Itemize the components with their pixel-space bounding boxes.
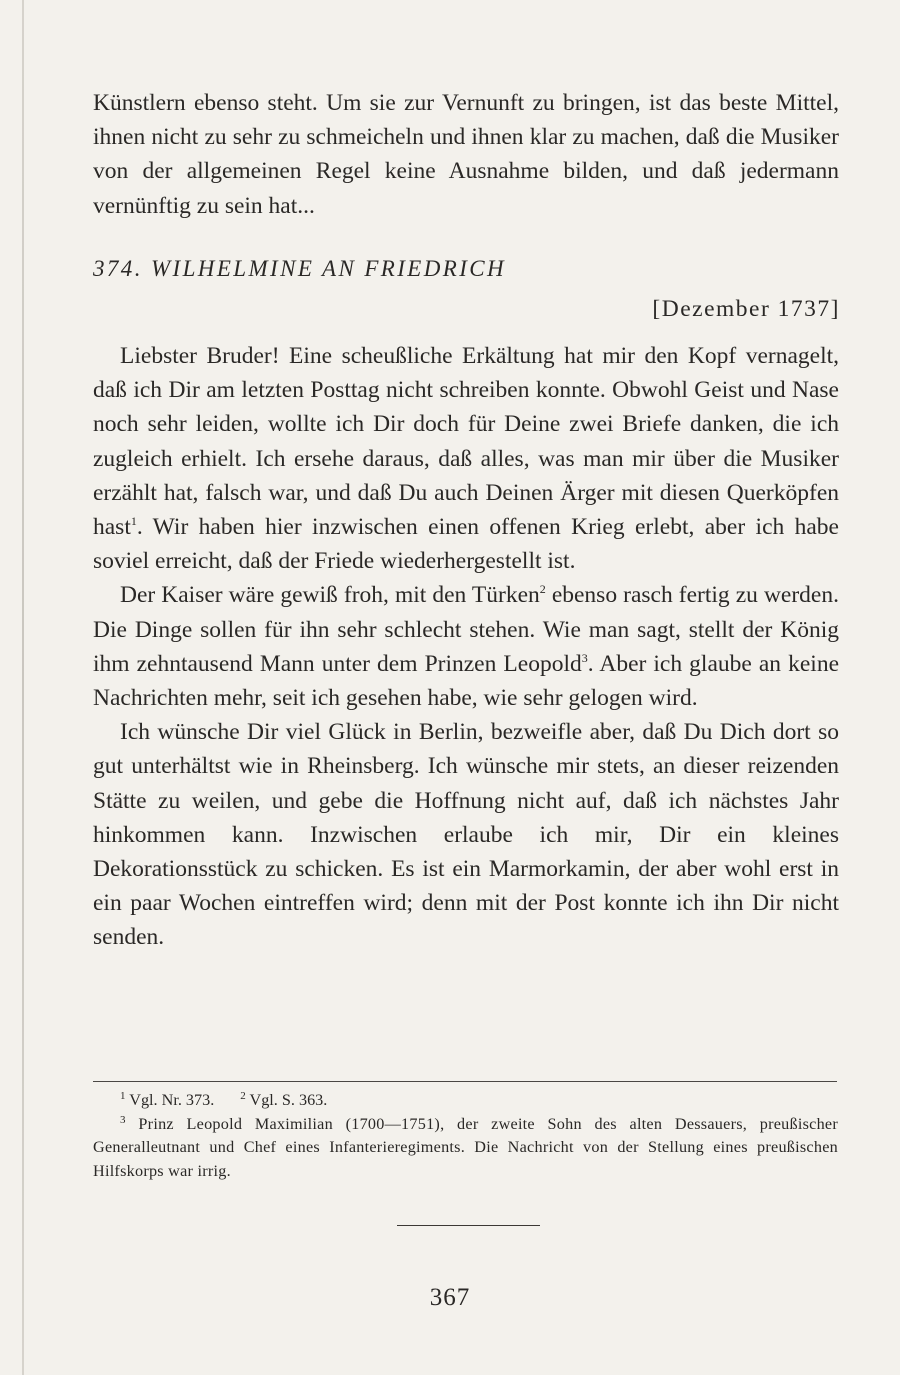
footnote-rule: [93, 1081, 837, 1082]
letter-paragraph-3: Ich wünsche Dir viel Glück in Berlin, bezweifle aber, daß Du Dich dort so gut unterhältst wie in Rheinsberg. Ich wünsche mir stets, an dieser reizenden Stätte zu weilen, und gebe die Hoffnung nicht auf, daß ich nächstes Jahr hinkommen kann. Inzwischen erlaube ich mir, Dir ein kleines Dekorationsstück zu schicken. Es ist ein Marmorkamin, der aber wohl erst in ein paar Wochen eintreffen wird; denn mit der Post konnte ich ihn Dir nicht senden.: [93, 719, 839, 951]
intro-text: [93, 86, 839, 223]
footnotes: [93, 1089, 838, 1183]
footnote-ref-1: 1: [130, 514, 137, 529]
footnote-3: $^3$ Prinz Leopold Maximilian (1700—1751), der zweite Sohn des alten Dessauers, preußischer Generalleutnant und Chef eines Infanterieregiments. Die Nachricht von der Stellung eines preußischen Hilfskorps war irrig.: [93, 1113, 838, 1180]
page-edge: [22, 0, 24, 1375]
intro-paragraph: Künstlern ebenso steht. Um sie zur Vernunft zu bringen, ist das beste Mittel, ihnen nicht zu sehr zu schmeicheln und ihnen klar zu machen, daß die Musiker von der allgemeinen Regel keine Ausnahme bilden, und daß jedermann vernünftig zu sein hat...: [93, 90, 839, 219]
end-rule: [397, 1225, 540, 1226]
letter-heading: 374. WILHELMINE AN FRIEDRICH: [93, 256, 507, 281]
footnote-1-2: $^1$ Vgl. Nr. 373. $^2$ Vgl. S. 363.: [120, 1090, 328, 1109]
letter-paragraph-1: Liebster Bruder! Eine scheußliche Erkältung hat mir den Kopf vernagelt, daß ich Dir am letzten Posttag nicht schreiben konnte. Obwohl Geist und Nase noch sehr leiden, wollte ich Dir doch für Deine zwei Briefe danken, die ich zugleich erhielt. Ich ersehe daraus, daß alles, was man mir über die Musiker erzählt hat, falsch war, und daß Du auch Deinen Ärger mit diesen Querköpfen hast$^1$. Wir haben hier inzwischen einen offenen Krieg erlebt, aber ich habe soviel erreicht, daß der Friede wiederhergestellt ist.: [93, 343, 839, 575]
footnote-ref-3: 3: [581, 650, 588, 665]
page-number: 367: [429, 1284, 471, 1311]
letter-date: [Dezember 1737]: [652, 296, 840, 322]
letter-body: [93, 339, 839, 955]
letter-paragraph-2: Der Kaiser wäre gewiß froh, mit den Türken$^2$ ebenso rasch fertig zu werden. Die Dinge sollen für ihn sehr schlecht stehen. Wie man sagt, stellt der König ihm zehntausend Mann unter dem Prinzen Leopold$^3$. Aber ich glaube an keine Nachrichten mehr, seit ich gesehen habe, wie sehr gelogen wird.: [93, 582, 840, 712]
footnote-ref-2: 2: [539, 582, 546, 597]
